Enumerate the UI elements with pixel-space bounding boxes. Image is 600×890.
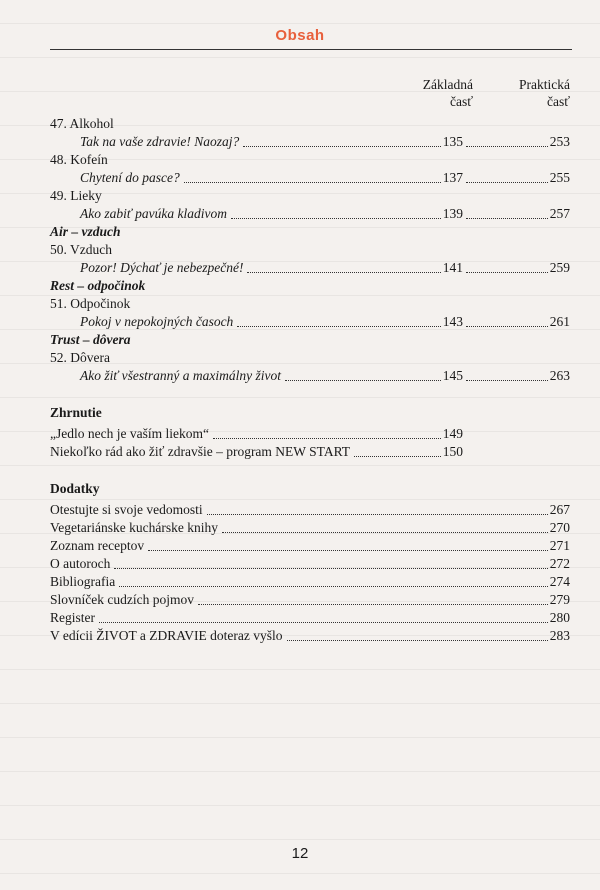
dot-leader [184,182,441,183]
entry-label: 49. Lieky [50,188,102,203]
page-ref-practical: 280 [549,610,570,625]
dot-leader [466,182,548,183]
toc-entry-row [50,425,570,443]
dot-leader [466,272,548,273]
page-ref-basic: 150 [442,444,463,459]
toc-entry-row [50,115,570,133]
page-ref-practical: 279 [549,592,570,607]
dot-leader [247,272,441,273]
toc-subtitle-row [50,133,570,151]
entry-label: Vegetariánske kuchárske knihy [50,520,218,535]
section-label: Rest – odpočinok [50,278,146,293]
entry-label: V edícii ŽIVOT a ZDRAVIE doteraz vyšlo [50,628,283,643]
section-label: Trust – dôvera [50,332,131,347]
entry-label: „Jedlo nech je vaším liekom“ [50,426,209,441]
dot-leader [287,640,548,641]
toc-entry-row [50,627,570,645]
column-header-practical [470,76,570,110]
toc-entry-row [50,295,570,313]
dot-leader [222,532,548,533]
section-heading [50,331,570,349]
toc-entry-row [50,537,570,555]
toc-entry-row [50,555,570,573]
entry-label: 51. Odpočinok [50,296,131,311]
toc-entry-row [50,443,570,461]
toc-subtitle-row [50,367,570,385]
dot-leader [466,218,548,219]
dot-leader [285,380,441,381]
dot-leader [237,326,441,327]
section-label: Air – vzduch [50,224,121,239]
dot-leader [213,438,441,439]
toc-entry-row [50,241,570,259]
toc-subtitle-row [50,259,570,277]
dot-leader [198,604,548,605]
toc-subtitle-row [50,313,570,331]
column-header-practical-line2: časť [546,94,570,109]
column-header-basic-line2: časť [449,94,473,109]
spacer [50,461,570,477]
dot-leader [114,568,548,569]
toc-entry-row [50,609,570,627]
page-ref-basic: 141 [442,260,463,275]
entry-label: 50. Vzduch [50,242,112,257]
page-ref-practical: 261 [549,314,570,329]
entry-label: Otestujte si svoje vedomosti [50,502,203,517]
toc-subtitle-row [50,169,570,187]
entry-label: Pokoj v nepokojných časoch [80,314,234,329]
spacer [50,385,570,401]
toc-entry-row [50,187,570,205]
appendix-heading: Dodatky [50,481,100,496]
header-rule [50,49,572,50]
page-ref-practical: 255 [549,170,570,185]
entry-label: Tak na vaše zdravie! Naozaj? [80,134,240,149]
page-ref-basic: 135 [442,134,463,149]
dot-leader [243,146,441,147]
column-header-basic [370,76,473,110]
toc-entry-row [50,349,570,367]
dot-leader [148,550,548,551]
page-ref-practical: 283 [549,628,570,643]
page-ref-practical: 263 [549,368,570,383]
toc-entry-row [50,573,570,591]
page-ref-basic: 139 [442,206,463,221]
entry-label: Pozor! Dýchať je nebezpečné! [80,260,244,275]
dot-leader [466,326,548,327]
page-ref-practical: 259 [549,260,570,275]
page-ref-basic: 145 [442,368,463,383]
dot-leader [119,586,548,587]
page-ref-practical: 271 [549,538,570,553]
entry-label: O autoroch [50,556,111,571]
column-header-practical-line1: Praktická [519,77,570,92]
page-ref-basic: 149 [442,426,463,441]
dot-leader [354,456,441,457]
entry-label: Register [50,610,95,625]
entry-label: 48. Kofeín [50,152,108,167]
dot-leader [99,622,548,623]
entry-label: Niekoľko rád ako žiť zdravšie – program NEW START [50,444,351,459]
page-ref-practical: 253 [549,134,570,149]
dot-leader [231,218,441,219]
section-heading [50,223,570,241]
entry-label: 52. Dôvera [50,350,110,365]
toc-subtitle-row [50,205,570,223]
page-number: 12 [291,845,309,862]
column-header-basic-line1: Základná [422,77,473,92]
dot-leader [207,514,548,515]
page-ref-practical: 257 [549,206,570,221]
entry-label: Ako žiť všestranný a maximálny život [80,368,281,383]
toc-entry-row [50,519,570,537]
toc-entry-row [50,501,570,519]
toc-entry-row [50,591,570,609]
entry-label: Slovníček cudzích pojmov [50,592,194,607]
table-of-contents [50,115,570,645]
entry-label: 47. Alkohol [50,116,114,131]
entry-label: Ako zabiť pavúka kladivom [80,206,227,221]
page-ref-practical: 267 [549,502,570,517]
dot-leader [466,146,548,147]
toc-entry-row [50,151,570,169]
section-heading [50,277,570,295]
page-ref-practical: 270 [549,520,570,535]
entry-label: Chytení do pasce? [80,170,180,185]
page-title: Obsah [275,27,325,44]
entry-label: Bibliografia [50,574,116,589]
dot-leader [466,380,548,381]
entry-label: Zoznam receptov [50,538,145,553]
page-ref-basic: 137 [442,170,463,185]
page-ref-practical: 274 [549,574,570,589]
summary-heading: Zhrnutie [50,405,102,420]
page-ref-practical: 272 [549,556,570,571]
page-ref-basic: 143 [442,314,463,329]
